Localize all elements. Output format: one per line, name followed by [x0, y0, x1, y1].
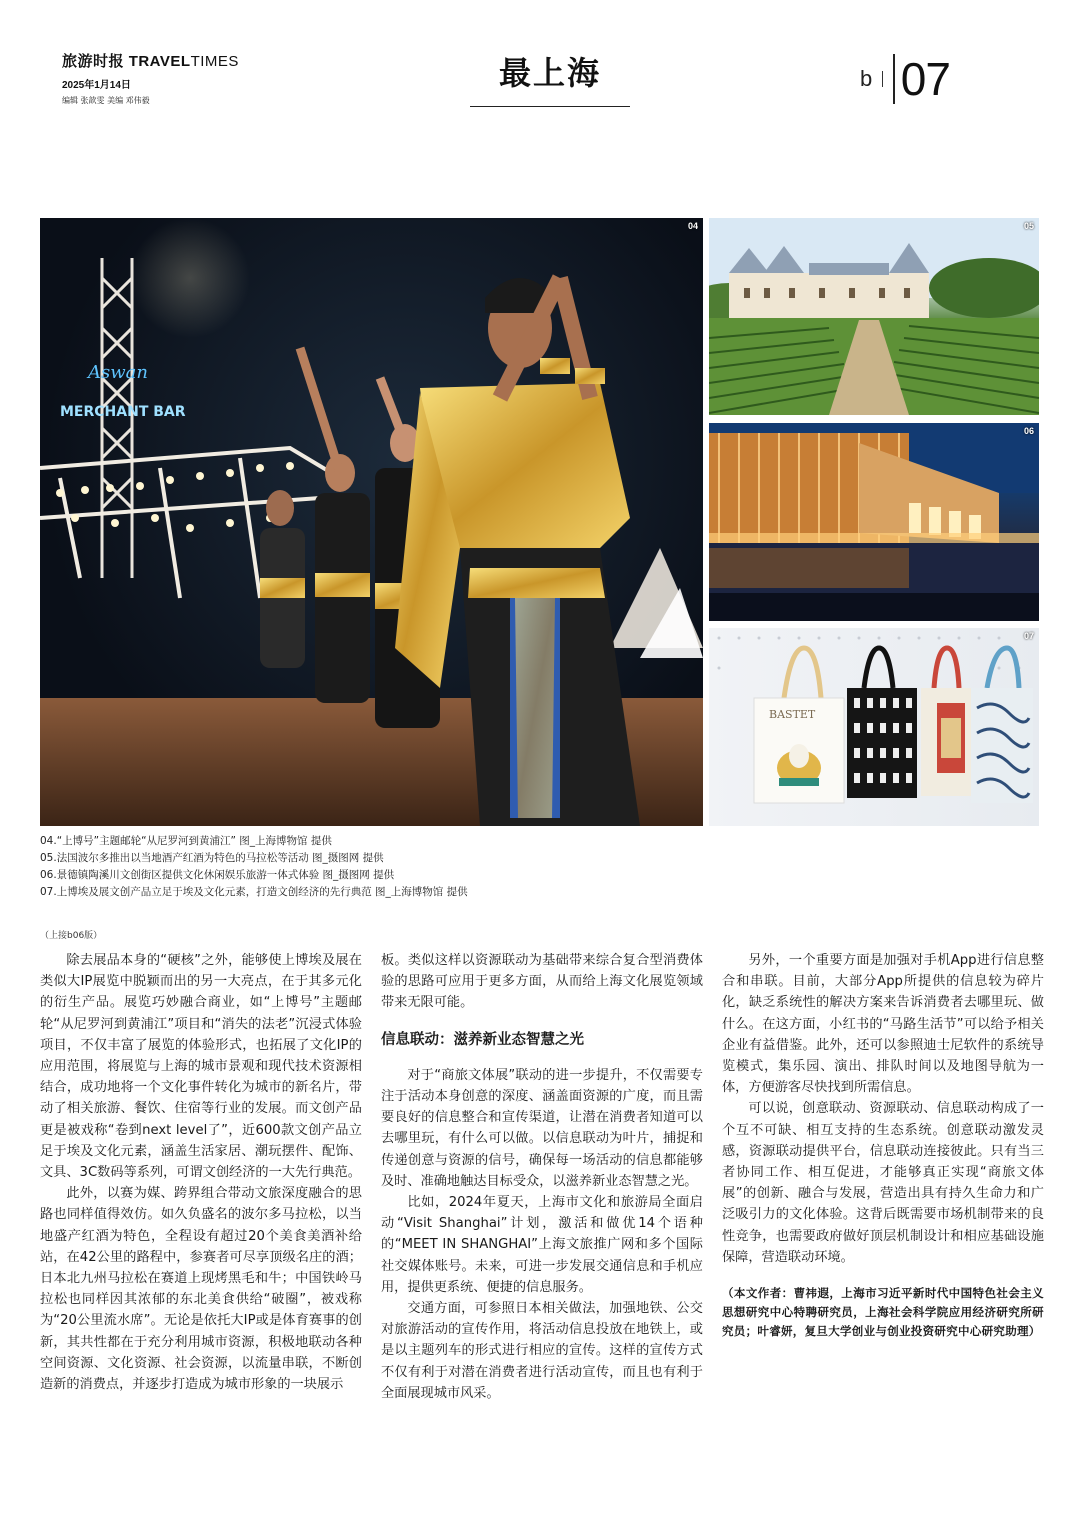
article-column-3 [722, 950, 1044, 1341]
neon-sign-line2: MERCHANT BAR [60, 404, 186, 420]
photo-number: 07 [1023, 631, 1034, 641]
photo-06-night-district [709, 423, 1039, 621]
caption-07: 07.上博埃及展文创产品立足于埃及文化元素，打造文创经济的先行典范 图_上海博物馆 提供 [40, 886, 468, 898]
paper-name-cn: 旅游时报 [62, 53, 125, 70]
dancers-illustration [40, 218, 703, 826]
paragraph: 交通方面，可参照日本相关做法，加强地铁、公交对旅游活动的宣传作用，将活动信息投放在地铁上，或是以主题列车的形式进行相应的宣传。这样的宣传方式不仅有利于对潜在消费者进行活动宣传，而且也有利于全面展现城市风采。 [381, 1301, 703, 1401]
paper-name-en-bold: TRAVEL [128, 53, 191, 70]
section-title: 最上海 [470, 48, 630, 107]
vineyard-illustration [709, 218, 1039, 415]
bag-text: BASTET [769, 708, 816, 721]
masthead [62, 50, 239, 106]
paragraph-continued: 板。类似这样以资源联动为基础带来综合复合型消费体验的思路可应用于更多方面，从而给上海文化展览领域带来无限可能。 [381, 953, 703, 1011]
subheading: 信息联动：滋养新业态智慧之光 [381, 1031, 584, 1048]
tote-bags-illustration [709, 628, 1039, 826]
neon-sign-line1: Aswan [88, 362, 148, 383]
page-letter: b [860, 66, 873, 91]
photo-number: 06 [1023, 426, 1034, 436]
caption-06: 06.景德镇陶溪川文创街区提供文化休闲娱乐旅游一体式体验 图_摄图网 提供 [40, 869, 395, 881]
photo-number: 04 [687, 221, 698, 231]
author-note: （本文作者：曹祎遐，上海市习近平新时代中国特色社会主义思想研究中心特聘研究员，上海社会科学院应用经济研究所研究员；叶睿妍，复旦大学创业与创业投资研究中心研究助理） [722, 1286, 1044, 1339]
paper-name-en-light: TIMES [190, 53, 239, 70]
night-district-illustration [709, 423, 1039, 621]
photo-captions [40, 833, 700, 901]
paragraph: 另外，一个重要方面是加强对手机App进行信息整合和串联。目前，大部分App所提供的信息较为碎片化，缺乏系统性的解决方案来告诉消费者去哪里玩、做什么。在这方面，小红书的“马路生活节”可以给予相关企业有益借鉴。此外，还可以参照迪士尼软件的系统导览模式，集乐园、演出、排队时间以及地图导航为一体，方便游客尽快找到所需信息。 [722, 953, 1044, 1096]
article-column-2 [381, 950, 703, 1404]
continued-from-note: （上接b06版） [40, 931, 103, 941]
page-number: 07 [900, 53, 950, 105]
issue-date: 2025年1月14日 [62, 80, 131, 91]
photo-07-tote-bags [709, 628, 1039, 826]
page-divider-short [882, 71, 883, 87]
paragraph: 对于“商旅文体展”联动的进一步提升，不仅需要专注于活动本身创意的深度、涵盖面资源的广度，而且需要良好的信息整合和宣传渠道，让潜在消费者知道可以去哪里玩，有什么可以做。以信息联动为叶片，捕捉和传递创意与资源的信号，确保每一场活动的信息都能够及时、准确地触达目标受众，以滋养新业态智慧之光。 [381, 1067, 703, 1189]
article-column-1 [40, 950, 362, 1395]
paragraph: 除去展品本身的“硬核”之外，能够使上博埃及展在类似大IP展览中脱颖而出的另一大亮点，在于其多元化的衍生产品。展览巧妙融合商业，如“上博号”主题邮轮“从尼罗河到黄浦江”项目和“消失的法老”沉浸式体验项目，不仅丰富了展览的体验形式，也拓展了文化IP的应用范围，将展览与上海的城市景观和现代技术资源相结合，成功地将一个文化事件转化为城市的新名片，带动了相关旅游、餐饮、住宿等行业的发展。而文创产品更是被戏称“卷到next level了”，近600款文创产品立足于埃及文化元素，涵盖生活家居、潮玩摆件、配饰、文具、3C数码等系列，可谓文创经济的一大先行典范。 [40, 953, 362, 1181]
editors-line: 编辑 张歆雯 美编 邓伟毅 [62, 96, 150, 105]
photo-number: 05 [1023, 221, 1034, 231]
page-number-block [860, 52, 950, 106]
page-divider-tall [893, 54, 895, 104]
photo-04-dancers [40, 218, 703, 826]
paragraph: 可以说，创意联动、资源联动、信息联动构成了一个互不可缺、相互支持的生态系统。创意联动激发灵感，资源联动提供平台，信息联动连接彼此。只有当三者协同工作、相互促进，才能够真正实现“商旅文体展”的创新、融合与发展，营造出具有持久生命力和广泛吸引力的文化体验。这背后既需要市场机制带来的良性竞争，也需要政府做好顶层机制设计和相应基础设施保障，营造联动环境。 [722, 1101, 1044, 1265]
paragraph: 比如，2024年夏天，上海市文化和旅游局全面启动“Visit Shanghai”计划，激活和做优14个语种的“MEET IN SHANGHAI”上海文旅推广网和多个国际社交媒体账号。未来，可进一步发展交通信息和手机应用，提供更系统、便捷的信息服务。 [381, 1195, 703, 1295]
caption-05: 05.法国波尔多推出以当地酒产红酒为特色的马拉松等活动 图_摄图网 提供 [40, 852, 384, 864]
paragraph: 此外，以赛为媒、跨界组合带动文旅深度融合的思路也同样值得效仿。如久负盛名的波尔多马拉松，以当地盛产红酒为特色，全程设有超过20个美食美酒补给站，在42公里的路程中，参赛者可尽享顶级名庄的酒；日本北九州马拉松在赛道上现烤黑毛和牛；中国铁岭马拉松也同样因其浓郁的东北美食供给“破圈”，被戏称为“20公里流水席”。无论是依托大IP或是体育赛事的创新，其共性都在于充分利用城市资源，积极地联动各种空间资源、文化资源、社会资源，以流量串联，不断创造新的消费点，并逐步打造成为城市形象的一块展示 [40, 1186, 362, 1393]
photo-05-vineyard [709, 218, 1039, 415]
paper-name [62, 50, 239, 71]
string-lights [56, 462, 294, 532]
caption-04: 04.“上博号”主题邮轮“从尼罗河到黄浦江” 图_上海博物馆 提供 [40, 835, 332, 847]
